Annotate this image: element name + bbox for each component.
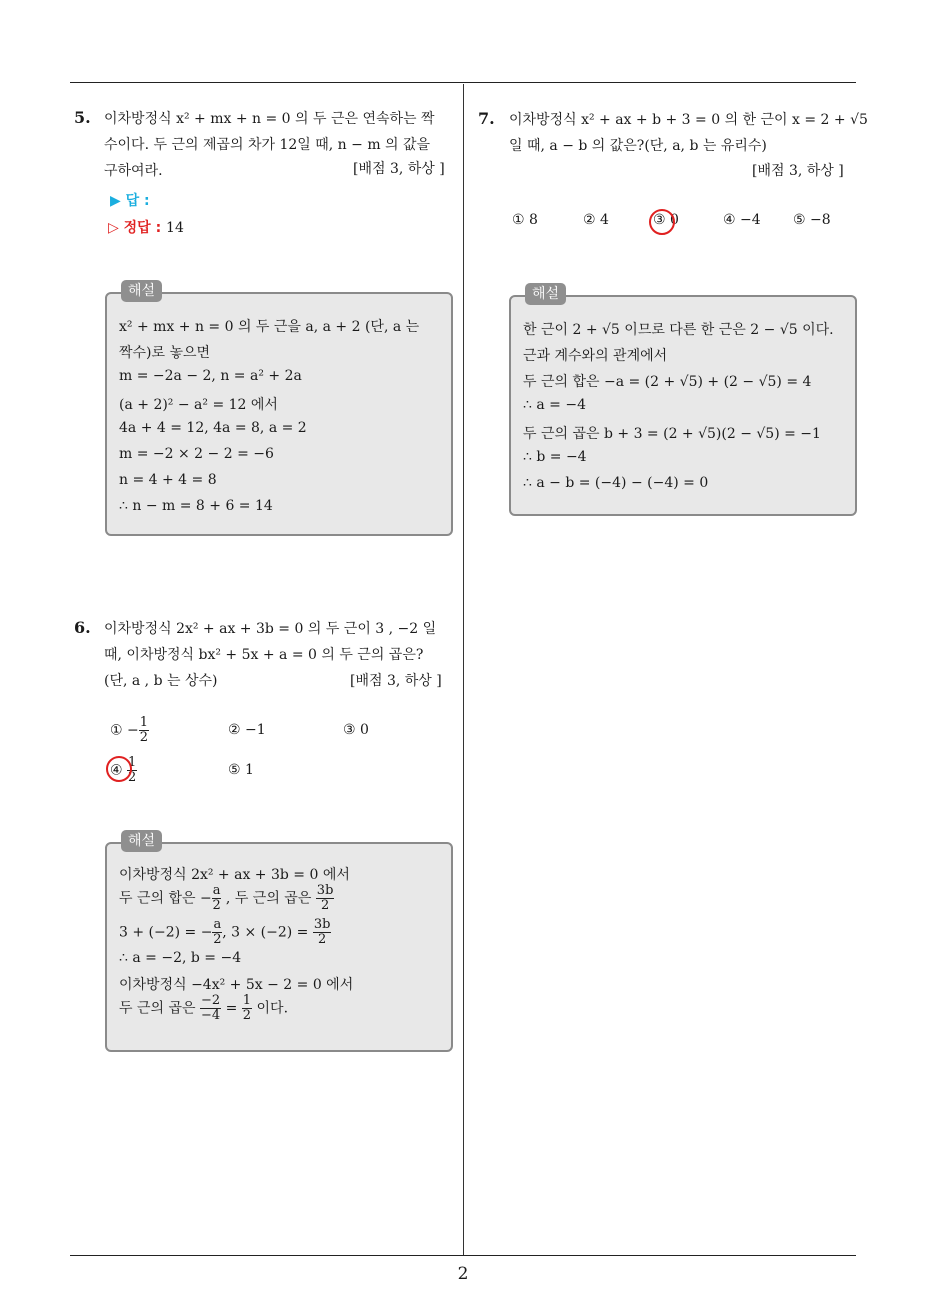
solution-line: m = −2 × 2 − 2 = −6	[119, 446, 274, 462]
fraction-denominator: 2	[212, 898, 221, 913]
column-divider	[463, 84, 464, 1256]
fraction-numerator: 3b	[316, 883, 334, 898]
choice-mark: ③	[343, 722, 356, 738]
choice-1[interactable]	[512, 212, 538, 228]
problem-line: 구하여라.	[104, 163, 163, 179]
bottom-rule	[70, 1255, 856, 1256]
fraction	[212, 884, 222, 913]
problem-line: 일 때, a − b 의 값은?(단, a, b 는 유리수)	[509, 138, 767, 154]
solution-text: 두 근의 곱은	[119, 1000, 200, 1017]
fraction-denominator: 2	[128, 770, 137, 785]
solution-line: 두 근의 곱은 b + 3 = (2 + √5)(2 − √5) = −1	[523, 426, 821, 442]
score-meta: [배점 3, 하상 ]	[752, 163, 844, 179]
fraction-numerator: 1	[128, 755, 137, 770]
fraction	[316, 884, 335, 913]
problem-text	[509, 107, 868, 159]
solution-line: ∴ a = −2, b = −4	[119, 950, 242, 966]
choice-mark: ②	[583, 212, 596, 228]
solution-line: m = −2a − 2, n = a² + 2a	[119, 368, 302, 384]
solution-line: (a + 2)² − a² = 12 에서	[119, 397, 278, 413]
problem-line: 이차방정식 x² + mx + n = 0 의 두 근은 연속하는 짝	[104, 111, 435, 127]
choice-sign: −	[127, 722, 139, 739]
solution-line: 이차방정식 −4x² + 5x − 2 = 0 에서	[119, 977, 354, 993]
solution-text: , 3 × (−2) =	[222, 924, 313, 941]
fraction-numerator: a	[212, 883, 221, 898]
solution-line: 한 근이 2 + √5 이므로 다른 한 근은 2 − √5 이다.	[523, 322, 834, 338]
problem-number: 5.	[74, 108, 91, 127]
solution-tag: 해설	[525, 283, 566, 305]
solution-line	[119, 994, 288, 1023]
problem-line: 때, 이차방정식 bx² + 5x + a = 0 의 두 근의 곱은?	[104, 647, 424, 663]
score-meta: [배점 3, 하상 ]	[350, 673, 442, 689]
correct-label: ▷ 정답 :	[108, 220, 162, 236]
choice-mark: ①	[512, 212, 525, 228]
fraction-denominator: 2	[139, 730, 149, 745]
solution-text: , 두 근의 곱은	[221, 890, 316, 907]
choice-4[interactable]	[723, 212, 761, 228]
fraction-denominator: 2	[320, 898, 330, 913]
top-rule	[70, 82, 856, 83]
choice-mark: ③	[653, 212, 666, 228]
choice-2[interactable]	[228, 722, 266, 738]
problem-number: 7.	[478, 109, 495, 128]
fraction-numerator: 3b	[313, 917, 331, 932]
solution-line: 짝수)로 놓으면	[119, 345, 211, 361]
choice-text: 0	[670, 212, 679, 228]
selected-answer-circle	[106, 756, 132, 782]
fraction-numerator: −2	[200, 993, 221, 1008]
problem-line: (단, a , b 는 상수)	[104, 673, 218, 689]
choice-text: 8	[529, 212, 538, 228]
choice-5[interactable]	[793, 212, 831, 228]
problem-line: 이차방정식 x² + ax + b + 3 = 0 의 한 근이 x = 2 + √5	[509, 112, 868, 128]
choice-2[interactable]	[583, 212, 609, 228]
solution-text: 두 근의 합은 −	[119, 890, 212, 907]
solution-line	[119, 918, 331, 947]
solution-box	[105, 283, 453, 536]
solution-line: 근과 계수와의 관계에서	[523, 348, 668, 364]
choice-text: 1	[245, 762, 254, 778]
solution-line: 4a + 4 = 12, 4a = 8, a = 2	[119, 420, 307, 436]
choice-1[interactable]	[110, 716, 149, 745]
fraction-denominator: 2	[213, 932, 222, 947]
problem-number: 6.	[74, 618, 91, 637]
page-number: 2	[457, 1264, 469, 1284]
problem-line: 이차방정식 2x² + ax + 3b = 0 의 두 근이 3 , −2 일	[104, 621, 437, 637]
solution-text: 이다.	[252, 1000, 289, 1017]
fraction	[313, 918, 332, 947]
choice-text: 4	[600, 212, 609, 228]
answer-field[interactable]: ▶ 답 :	[110, 193, 150, 209]
solution-line: n = 4 + 4 = 8	[119, 472, 217, 488]
solution-line: ∴ b = −4	[523, 449, 587, 465]
choice-text: −8	[810, 212, 831, 228]
solution-box	[105, 833, 453, 1052]
solution-text: 3 + (−2) = −	[119, 924, 213, 941]
choice-mark: ④	[110, 762, 123, 779]
solution-tag: 해설	[121, 830, 162, 852]
choice-3[interactable]	[343, 722, 369, 738]
fraction-numerator: 1	[242, 993, 252, 1008]
solution-line: 이차방정식 2x² + ax + 3b = 0 에서	[119, 867, 350, 883]
score-meta: [배점 3, 하상 ]	[353, 161, 445, 177]
solution-box	[509, 286, 857, 516]
selected-answer-circle	[649, 209, 675, 235]
fraction	[200, 994, 221, 1023]
solution-line: ∴ a − b = (−4) − (−4) = 0	[523, 475, 709, 491]
fraction-denominator: −4	[200, 1008, 221, 1023]
choice-mark: ④	[723, 212, 736, 228]
fraction-denominator: 2	[318, 932, 327, 947]
choice-mark: ①	[110, 722, 123, 739]
solution-tag: 해설	[121, 280, 162, 302]
problem-line: 수이다. 두 근의 제곱의 차가 12일 때, n − m 의 값을	[104, 137, 431, 153]
choice-mark: ②	[228, 722, 241, 738]
correct-answer	[108, 217, 184, 237]
choice-text: −4	[740, 212, 761, 228]
choice-mark: ⑤	[793, 212, 806, 228]
solution-line: ∴ a = −4	[523, 397, 586, 413]
choice-5[interactable]	[228, 762, 254, 778]
fraction-numerator: a	[213, 917, 222, 932]
fraction	[242, 994, 252, 1023]
solution-line: ∴ n − m = 8 + 6 = 14	[119, 498, 273, 514]
fraction-denominator: 2	[242, 1008, 252, 1023]
choice-mark: ⑤	[228, 762, 241, 778]
solution-line: x² + mx + n = 0 의 두 근을 a, a + 2 (단, a 는	[119, 319, 420, 335]
correct-value: 14	[166, 220, 184, 236]
solution-text: =	[221, 1000, 242, 1017]
fraction-numerator: 1	[139, 715, 149, 730]
solution-line	[119, 884, 334, 913]
fraction	[212, 918, 222, 947]
choice-text: −1	[245, 722, 266, 738]
solution-line: 두 근의 합은 −a = (2 + √5) + (2 − √5) = 4	[523, 374, 812, 390]
fraction	[139, 716, 149, 745]
choice-text: 0	[360, 722, 369, 738]
